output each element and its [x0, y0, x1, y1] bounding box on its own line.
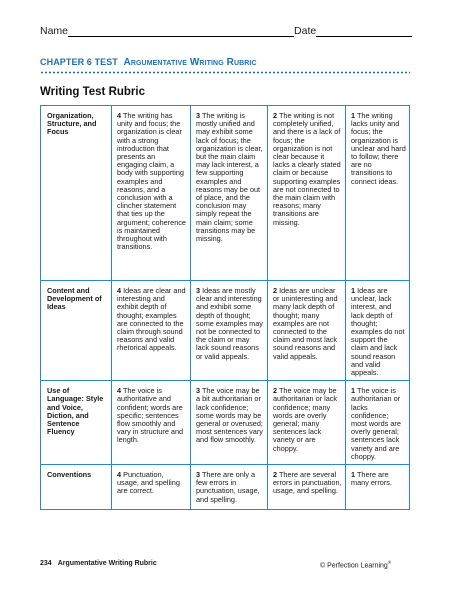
descriptor-text: The voice is authoritative and confident; words are specific; sentences flow smoothly and vary in structure and length.	[117, 386, 184, 445]
criterion-label: Organization, Structure, and Focus	[41, 106, 112, 281]
rubric-cell-score-1	[346, 281, 410, 381]
score-number: 2	[273, 111, 278, 120]
descriptor-text: There are only a few errors in punctuation, usage, and spelling.	[196, 470, 260, 504]
chapter-heading	[40, 57, 257, 68]
dotted-divider	[40, 71, 410, 74]
score-number: 3	[196, 111, 201, 120]
chapter-subtitle: Argumentative Writing Rubric	[123, 57, 257, 68]
criterion-label: Conventions	[41, 465, 112, 510]
rubric-cell-score-1	[346, 106, 410, 281]
page-number: 234	[40, 560, 52, 567]
copyright-text: © Perfection Learning	[320, 562, 388, 570]
rubric-cell-score-2	[268, 106, 346, 281]
score-number: 1	[351, 470, 356, 480]
score-number: 1	[351, 286, 356, 295]
score-number: 4	[117, 386, 122, 396]
rubric-row-organization	[41, 106, 410, 281]
descriptor-text: The writing lacks unity and focus; the organization is unclear and hard to follow; there are no transitions to connect ideas.	[351, 111, 406, 186]
rubric-cell-score-3	[191, 281, 268, 381]
rubric-cell-score-1	[346, 465, 410, 510]
rubric-cell-score-4	[112, 465, 191, 510]
chapter-title: CHAPTER 6 TEST	[40, 57, 118, 67]
score-number: 3	[196, 470, 201, 480]
rubric-cell-score-2	[268, 281, 346, 381]
name-date-line	[40, 25, 412, 37]
descriptor-text: The voice is authoritarian or lacks confidence; most words are overly general; sentences lack variety and are choppy.	[351, 386, 401, 461]
descriptor-text: Punctuation, usage, and spelling are correct.	[117, 470, 180, 496]
name-label: Name	[40, 25, 69, 37]
rubric-row-conventions	[41, 465, 410, 510]
score-number: 3	[196, 286, 201, 295]
descriptor-text: The voice may be a bit authoritarian or lack confidence; some words may be general or overused; most sentences vary and flow smoothly.	[196, 386, 263, 445]
descriptor-text: The writing is mostly unified and may exhibit some lack of focus; the organization is clear, but the main claim may lack interest, a few supporting examples and reasons may be out of place, and the conclusion may simply repeat the main claim; some transitions may be missing.	[196, 111, 263, 244]
rubric-cell-score-4	[112, 381, 191, 465]
score-number: 2	[273, 386, 278, 396]
criterion-label: Content and Development of Ideas	[41, 281, 112, 381]
score-number: 3	[196, 386, 201, 396]
score-number: 4	[117, 111, 122, 120]
score-number: 2	[273, 470, 278, 480]
descriptor-text: The writing has unity and focus; the organization is clear with a strong introduction that presents an engaging claim, a body with supporting examples and reasons, and a conclusion with a clincher statement that ties up the argument; coherence is maintained throughout with transitions.	[117, 111, 186, 252]
rubric-cell-score-3	[191, 465, 268, 510]
rubric-cell-score-3	[191, 106, 268, 281]
score-number: 1	[351, 111, 356, 120]
section-title: Writing Test Rubric	[40, 86, 145, 98]
date-label: Date	[294, 25, 317, 37]
date-field-line[interactable]	[316, 26, 412, 37]
name-field-line[interactable]	[68, 26, 294, 37]
copyright-notice	[320, 560, 391, 569]
rubric-cell-score-3	[191, 381, 268, 465]
page-footer-left	[40, 560, 157, 567]
descriptor-text: Ideas are unclear or uninteresting and many lack depth of thought; many examples are not connected to the claim and most lack sound reasons and valid appeals.	[273, 286, 338, 361]
criterion-label: Use of Language: Style and Voice, Diction, and Sentence Fluency	[41, 381, 112, 465]
descriptor-text: Ideas are mostly clear and interesting and exhibit some depth of thought; some examples may not be connected to the claim or may lack sound reasons or valid appeals.	[196, 286, 263, 361]
rubric-cell-score-1	[346, 381, 410, 465]
rubric-cell-score-2	[268, 381, 346, 465]
score-number: 4	[117, 286, 122, 295]
descriptor-text: Ideas are unclear, lack interest, and lack depth of thought; examples do not support the claim and lack sound reason and valid appeals.	[351, 286, 405, 378]
registered-mark: ®	[387, 560, 392, 565]
score-number: 4	[117, 470, 122, 480]
rubric-cell-score-4	[112, 281, 191, 381]
descriptor-text: The writing is not completely unified, and there is a lack of focus; the organization is not clear because it lacks a clearly stated claim or because supporting examples are not connected to the main claim with reasons; many transitions are missing.	[273, 111, 341, 227]
descriptor-text: There are many errors.	[351, 470, 392, 488]
score-number: 1	[351, 386, 356, 396]
rubric-row-language	[41, 381, 410, 465]
descriptor-text: There are several errors in punctuation, usage, and spelling.	[273, 470, 342, 496]
descriptor-text: The voice may be authoritarian or lack confidence; many words are overly general; many sentences lack variety or are choppy.	[273, 386, 338, 453]
score-number: 2	[273, 286, 278, 295]
rubric-row-content	[41, 281, 410, 381]
descriptor-text: Ideas are clear and interesting and exhibit depth of thought; examples are connected to the claim through sound reasons and valid rhetorical appeals.	[117, 286, 186, 353]
rubric-cell-score-2	[268, 465, 346, 510]
rubric-cell-score-4	[112, 106, 191, 281]
footer-page-title: Argumentative Writing Rubric	[57, 560, 157, 567]
rubric-table	[40, 105, 410, 510]
